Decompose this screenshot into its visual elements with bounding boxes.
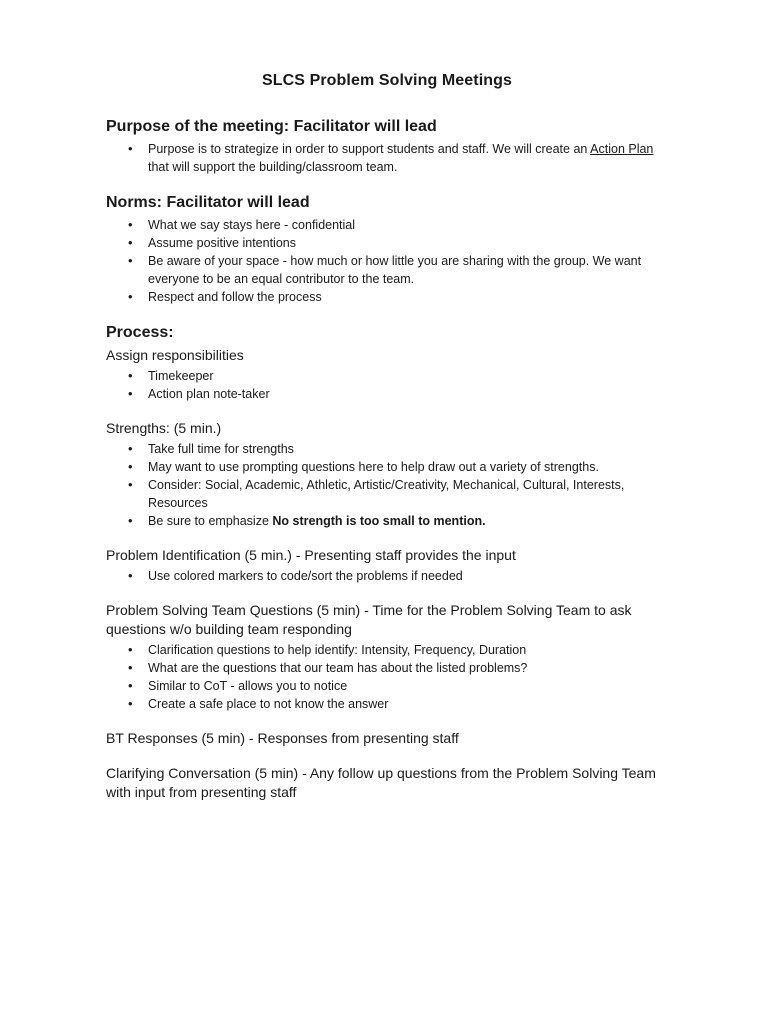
team-questions-list [106, 641, 668, 713]
problem-id-block [106, 546, 668, 585]
list-item: • What are the questions that our team has about the listed problems? [148, 659, 668, 677]
action-plan-link: Action Plan [590, 142, 654, 156]
strengths-block [106, 419, 668, 530]
list-item: • Timekeeper [148, 367, 668, 385]
strengths-list [106, 440, 668, 530]
list-item: • What we say stays here - confidential [148, 216, 668, 234]
process-heading: Process: [106, 324, 174, 341]
strengths-label: Strengths: (5 min.) [106, 420, 222, 436]
assign-label: Assign responsibilities [106, 347, 244, 363]
purpose-text: Purpose is to strategize in order to support students and staff. We will create an [148, 142, 588, 156]
list-item: • Use colored markers to code/sort the problems if needed [148, 567, 668, 585]
list-item: • Create a safe place to not know the answer [148, 695, 668, 713]
list-item: • Consider: Social, Academic, Athletic, Artistic/Creativity, Mechanical, Cultural, Interests, Resources [148, 476, 668, 512]
document-title: SLCS Problem Solving Meetings [261, 72, 513, 89]
emphasis-bold: No strength is too small to mention. [272, 514, 486, 528]
purpose-list [106, 140, 668, 176]
emphasize-text: Be sure to emphasize [148, 514, 273, 528]
problem-id-list [106, 567, 668, 585]
bt-responses-block [106, 729, 668, 748]
list-item: • May want to use prompting questions here to help draw out a variety of strengths. [148, 458, 668, 476]
assign-block [106, 346, 668, 403]
list-item: • Clarification questions to help identify: Intensity, Frequency, Duration [148, 641, 668, 659]
list-item: • Assume positive intentions [148, 234, 668, 252]
team-questions-block [106, 601, 668, 713]
assign-list [106, 367, 668, 403]
purpose-section [106, 118, 668, 176]
purpose-item [148, 140, 668, 176]
team-questions-label: Problem Solving Team Questions (5 min) - Time for the Problem Solving Team to ask questions w/o building team responding [106, 602, 632, 637]
norms-list [106, 216, 668, 306]
list-item: • Take full time for strengths [148, 440, 668, 458]
norms-heading: Norms: Facilitator will lead [106, 194, 310, 211]
purpose-text-end: that will support the building/classroom team. [148, 160, 398, 174]
clarifying-label: Clarifying Conversation (5 min) - Any follow up questions from the Problem Solving Team with input from presenting staff [106, 765, 656, 800]
purpose-heading: Purpose of the meeting: Facilitator will lead [106, 118, 437, 135]
list-item [148, 512, 668, 530]
list-item: • Respect and follow the process [148, 288, 668, 306]
list-item: • Action plan note-taker [148, 385, 668, 403]
bt-responses-label: BT Responses (5 min) - Responses from presenting staff [106, 730, 459, 746]
clarifying-block [106, 764, 668, 802]
list-item: • Be aware of your space - how much or how little you are sharing with the group. We want everyone to be an equal contributor to the team. [148, 252, 668, 288]
process-section [106, 324, 668, 802]
norms-section [106, 194, 668, 306]
list-item: • Similar to CoT - allows you to notice [148, 677, 668, 695]
problem-id-label: Problem Identification (5 min.) - Presenting staff provides the input [106, 547, 516, 563]
